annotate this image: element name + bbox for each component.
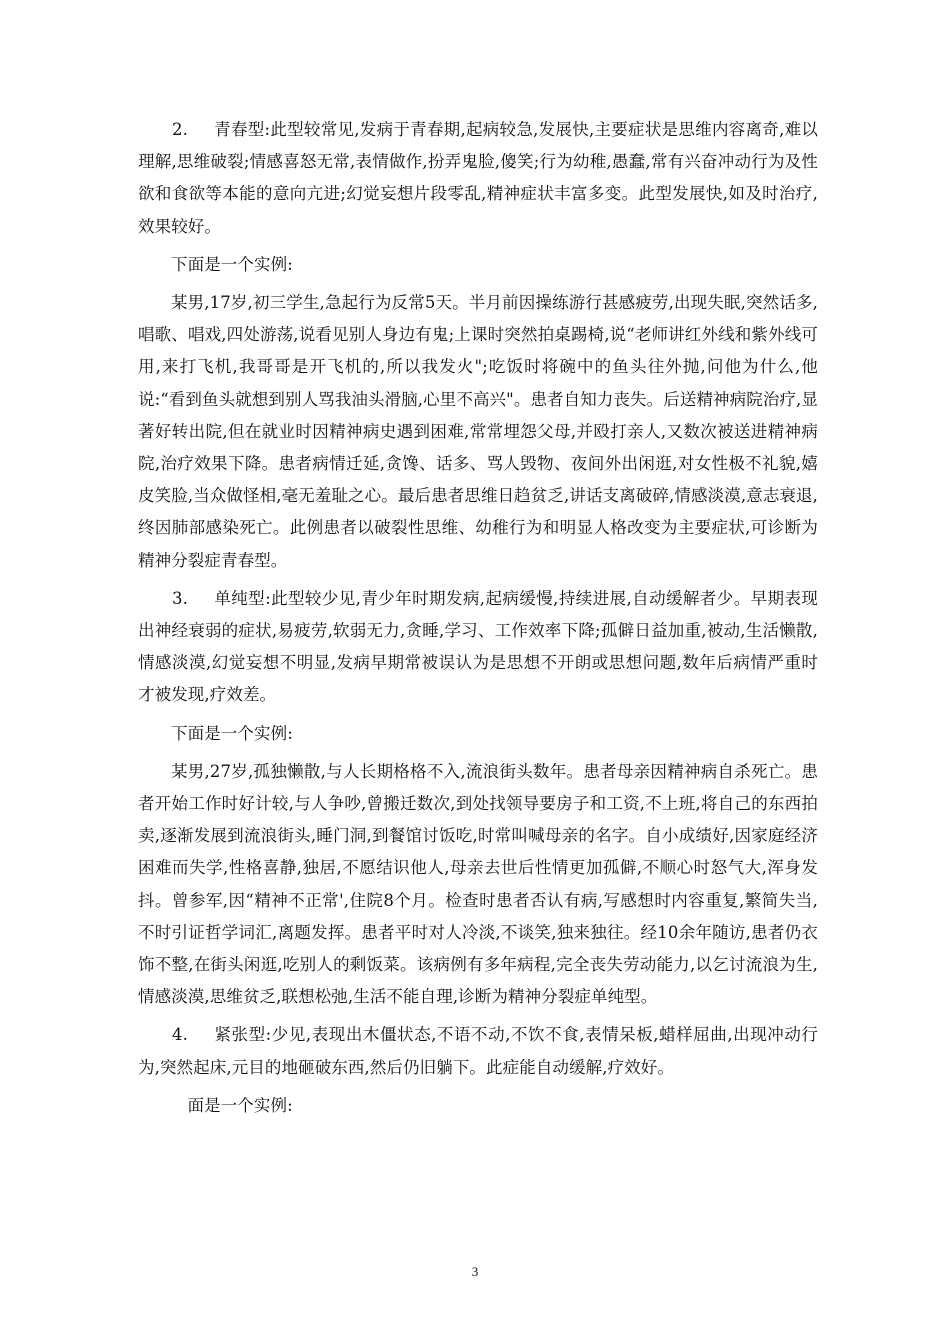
example-intro: 下面是一个实例: xyxy=(171,723,293,743)
paragraph-text: 单纯型:此型较少见,青少年时期发病,起病缓慢,持续进展,自动缓解者少。早期表现出神经衰弱的症状,易疲劳,软弱无力,贪睡,学习、工作效率下降;孤僻日益加重,被动,生活懒散,情感淡漠,幻觉妄想不明显,发病早期常被误认为是思想不开朗或思想问题,数年后病情严重时才被发现,疗效差。 xyxy=(138,588,818,705)
example-intro: 面是一个实例: xyxy=(187,1095,293,1115)
example-intro: 下面是一个实例: xyxy=(171,254,293,274)
paragraph-case-simple: 某男,27岁,孤独懒散,与人长期格格不入,流浪街头数年。患者母亲因精神病自杀死亡。患者开始工作时好计较,与人争吵,曾搬迁数次,到处找领导要房子和工资,不上班,将自己的东西拍卖,逐渐发展到流浪街头,睡门洞,到餐馆讨饭吃,时常叫喊母亲的名字。自小成绩好,因家庭经济困难而失学,性格喜静,独居,不愿结识他人,母亲去世后性情更加孤僻,不顺心时怒气大,浑身发抖。曾参军,因“精神不正常',住院8个月。检查时患者否认有病,写感想时内容重复,繁简失当,不时引证哲学词汇,离题发挥。患者平时对人冷淡,不谈笑,独来独往。经10余年随访,患者仍衣饰不整,在街头闲逛,吃别人的剩饭菜。该病例有多年病程,完全丧失劳动能力,以乞讨流浪为生,情感淡漠,思维贫乏,联想松弛,生活不能自理,诊断为精神分裂症单纯型。 xyxy=(138,761,818,1007)
item-number: 4. xyxy=(172,1025,188,1045)
item-number: 3. xyxy=(172,588,188,608)
paragraph-case-hebephrenic: 某男,17岁,初三学生,急起行为反常5天。半月前因操练游行甚感疲劳,出现失眠,突然话多,唱歌、唱戏,四处游荡,说看见别人身边有鬼;上课时突然拍桌踢椅,说“老师讲红外线和紫外线可用,来打飞机,我哥哥是开飞机的,所以我发火";吃饭时将碗中的鱼头往外抛,问他为什么,他说:“看到鱼头就想到别人骂我油头滑脑,心里不高兴"。患者自知力丧失。后送精神病院治疗,显著好转出院,但在就业时因精神病史遇到困难,常常埋怨父母,并殴打亲人,又数次被送进精神病院,治疗效果下降。患者病情迁延,贪馋、话多、骂人毁物、夜间外出闲逛,对女性极不礼貌,嬉皮笑脸,当众做怪相,毫无羞耻之心。最后患者思维日趋贫乏,讲话支离破碎,情感淡漠,意志衰退,终因肺部感染死亡。此例患者以破裂性思维、幼稚行为和明显人格改变为主要症状,可诊断为精神分裂症青春型。 xyxy=(138,293,819,570)
paragraph-hebephrenic-type xyxy=(138,114,818,243)
item-number: 2. xyxy=(172,120,188,139)
paragraph-text: 紧张型:少见,表现出木僵状态,不语不动,不饮不食,表情呆板,蜡样屈曲,出现冲动行为,突然起床,元目的地砸破东西,然后仍旧躺下。此症能自动缓解,疗效好。 xyxy=(138,1025,818,1077)
paragraph-catatonic-type xyxy=(138,1019,818,1083)
paragraph-simple-type xyxy=(138,583,818,712)
paragraph-text: 青春型:此型较常见,发病于青春期,起病较急,发展快,主要症状是思维内容离奇,难以理解,思维破裂;情感喜怒无常,表情做作,扮弄鬼脸,傻笑;行为幼稚,愚蠢,常有兴奋冲动行为及性欲和食欲等本能的意向亢进;幻觉妄想片段零乱,精神症状丰富多变。此型发展快,如及时治疗,效果较好。 xyxy=(138,120,818,236)
document-body xyxy=(138,114,818,1128)
page-number: 3 xyxy=(471,1264,479,1279)
